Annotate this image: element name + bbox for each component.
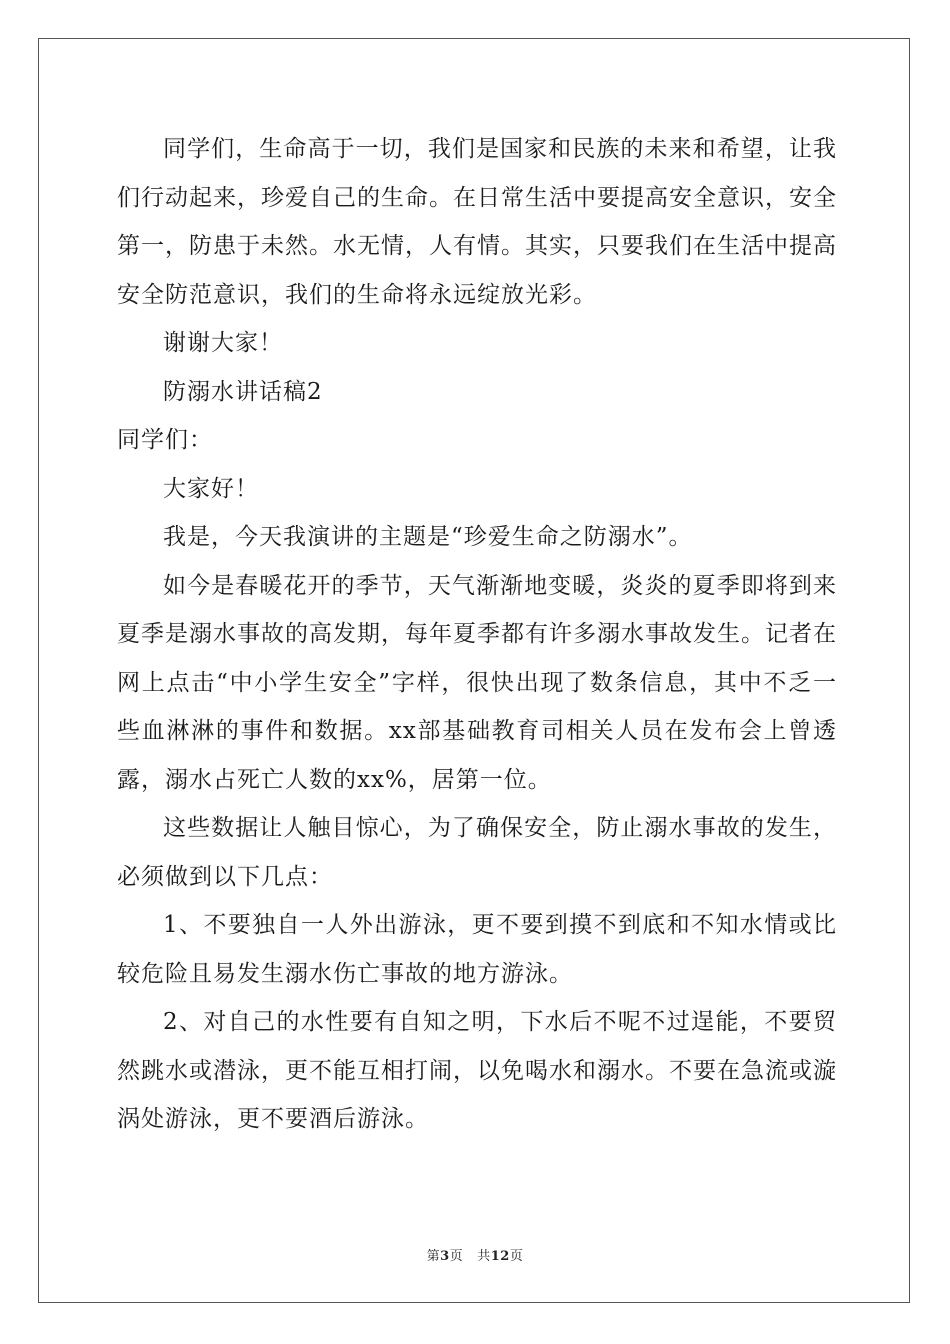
page-number: 3 bbox=[440, 1249, 450, 1264]
list-item-1: 1、不要独自一人外出游泳，更不要到摸不到底和不知水情或比较危险且易发生溺水伤亡事故的地方游泳。 bbox=[117, 912, 837, 987]
section-title: 防溺水讲话稿2 bbox=[163, 378, 323, 405]
paragraph-season: 如今是春暖花开的季节，天气渐渐地变暖，炎炎的夏季即将到来夏季是溺水事故的高发期，每年夏季都有许多溺水事故发生。记者在网上点击“中小学生安全”字样，很快出现了数条信息，其中不乏一些血淋淋的事件和数据。xx部基础教育司相关人员在发布会上曾透露，溺水占死亡人数的xx%，居第一位。 bbox=[117, 572, 837, 793]
list-item-2: 2、对自己的水性要有自知之明，下水后不呢不过逞能，不要贸然跳水或潜泳，更不能互相打闹，以免喝水和溺水。不要在急流或漩涡处游泳，更不要酒后游泳。 bbox=[117, 1009, 837, 1132]
salutation: 同学们： bbox=[117, 427, 213, 453]
paragraph-closing-appeal: 同学们，生命高于一切，我们是国家和民族的未来和希望，让我们行动起来，珍爱自己的生命。在日常生活中要提高安全意识，安全第一，防患于未然。水无情，人有情。其实，只要我们在生活中提高安全防范意识，我们的生命将永远绽放光彩。 bbox=[117, 136, 837, 308]
page-suffix: 页 bbox=[449, 1249, 464, 1264]
total-suffix: 页 bbox=[509, 1249, 524, 1264]
greeting: 大家好！ bbox=[163, 475, 259, 502]
paragraph-thanks: 谢谢大家！ bbox=[163, 330, 283, 356]
document-body bbox=[117, 125, 837, 1144]
page-footer bbox=[0, 1245, 950, 1264]
page-prefix: 第 bbox=[426, 1249, 441, 1264]
total-prefix: 共 bbox=[477, 1249, 491, 1264]
paragraph-data: 这些数据让人触目惊心，为了确保安全，防止溺水事故的发生，必须做到以下几点： bbox=[117, 815, 837, 890]
total-pages: 12 bbox=[490, 1249, 510, 1264]
paragraph-topic: 我是，今天我演讲的主题是“珍爱生命之防溺水”。 bbox=[163, 524, 693, 550]
